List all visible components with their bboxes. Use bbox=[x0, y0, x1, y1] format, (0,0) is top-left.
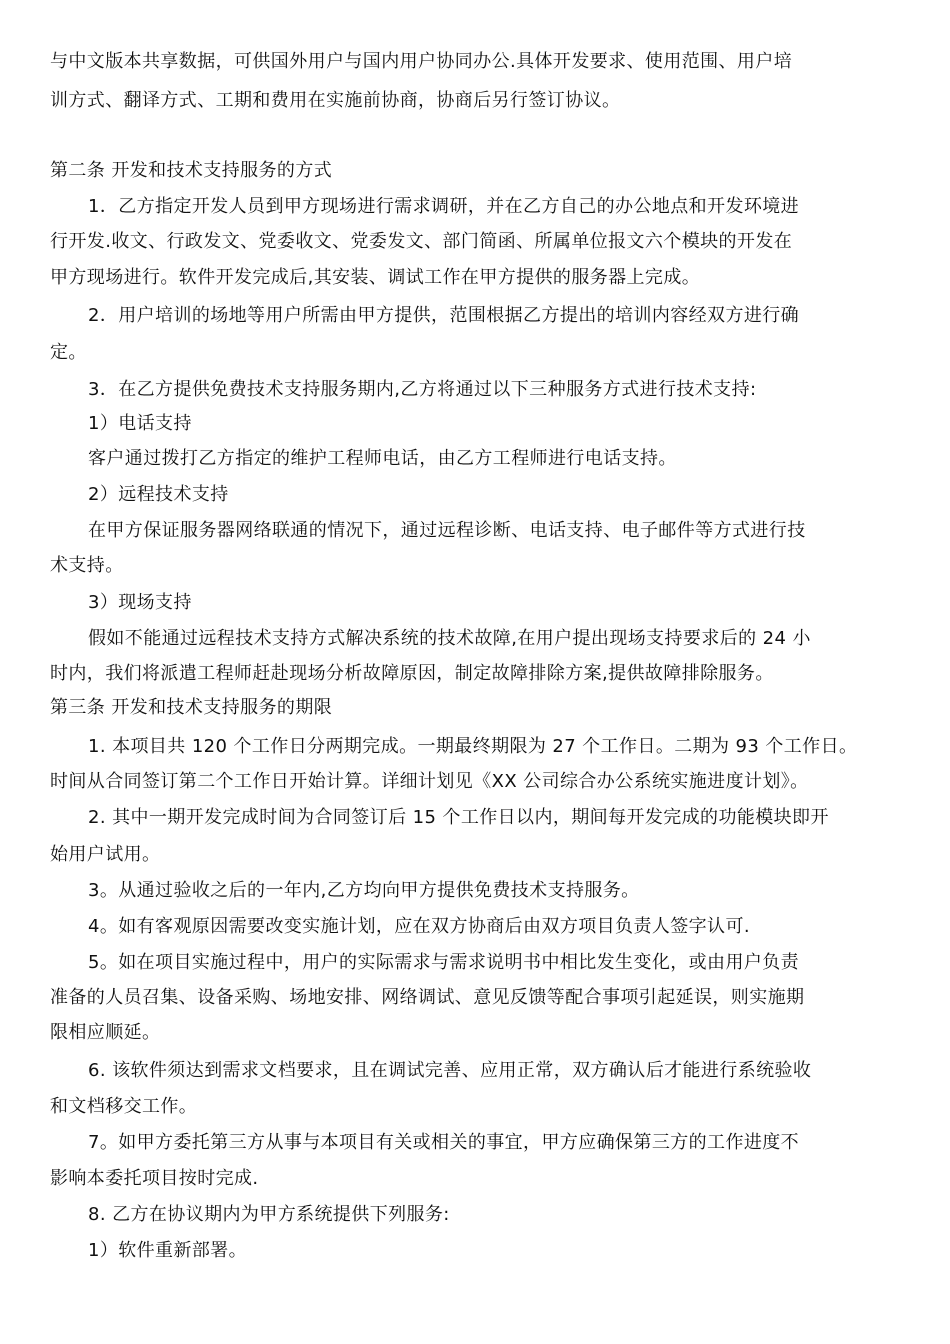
body-text-line: 定。 bbox=[50, 342, 87, 363]
body-text-line: 1. 本项目共 120 个工作日分两期完成。一期最终期限为 27 个工作日。二期为 93 个工作日。 bbox=[88, 736, 858, 757]
body-text-line: 术支持。 bbox=[50, 555, 124, 576]
body-text-line: 时内，我们将派遣工程师赶赴现场分析故障原因，制定故障排除方案,提供故障排除服务。 bbox=[50, 663, 774, 684]
body-text-line: 6. 该软件须达到需求文档要求，且在调试完善、应用正常，双方确认后才能进行系统验收 bbox=[88, 1060, 812, 1081]
body-text-line: 2．用户培训的场地等用户所需由甲方提供，范围根据乙方提出的培训内容经双方进行确 bbox=[88, 305, 800, 326]
body-text-line: 影响本委托项目按时完成. bbox=[50, 1168, 259, 1189]
body-text-line: 行开发.收文、行政发文、党委收文、党委发文、部门简函、所属单位报文六个模块的开发在 bbox=[50, 231, 793, 252]
body-text-line: 训方式、翻译方式、工期和费用在实施前协商，协商后另行签订协议。 bbox=[50, 90, 621, 111]
list-item-label: 1）软件重新部署。 bbox=[88, 1240, 248, 1261]
body-text-line: 假如不能通过远程技术支持方式解决系统的技术故障,在用户提出现场支持要求后的 24 小 bbox=[88, 628, 811, 649]
body-text-line: 客户通过拨打乙方指定的维护工程师电话，由乙方工程师进行电话支持。 bbox=[88, 448, 677, 469]
body-text-line: 时间从合同签订第二个工作日开始计算。详细计划见《XX 公司综合办公系统实施进度计划》。 bbox=[50, 771, 809, 792]
body-text-line: 1．乙方指定开发人员到甲方现场进行需求调研，并在乙方自己的办公地点和开发环境进 bbox=[88, 196, 800, 217]
body-text-line: 3。从通过验收之后的一年内,乙方均向甲方提供免费技术支持服务。 bbox=[88, 880, 640, 901]
section-heading: 第二条 开发和技术支持服务的方式 bbox=[50, 160, 333, 181]
body-text-line: 2. 其中一期开发完成时间为合同签订后 15 个工作日以内，期间每开发完成的功能模块即开 bbox=[88, 807, 829, 828]
body-text-line: 甲方现场进行。软件开发完成后,其安装、调试工作在甲方提供的服务器上完成。 bbox=[50, 267, 701, 288]
body-text-line: 4。如有客观原因需要改变实施计划，应在双方协商后由双方项目负责人签字认可. bbox=[88, 916, 750, 937]
body-text-line: 在甲方保证服务器网络联通的情况下，通过远程诊断、电话支持、电子邮件等方式进行技 bbox=[88, 520, 806, 541]
body-text-line: 准备的人员召集、设备采购、场地安排、网络调试、意见反馈等配合事项引起延误，则实施期 bbox=[50, 987, 805, 1008]
body-text-line: 8. 乙方在协议期内为甲方系统提供下列服务: bbox=[88, 1204, 450, 1225]
section-heading: 第三条 开发和技术支持服务的期限 bbox=[50, 697, 333, 718]
body-text-line: 和文档移交工作。 bbox=[50, 1096, 198, 1117]
body-text-line: 3．在乙方提供免费技术支持服务期内,乙方将通过以下三种服务方式进行技术支持: bbox=[88, 379, 757, 400]
body-text-line: 5。如在项目实施过程中，用户的实际需求与需求说明书中相比发生变化，或由用户负责 bbox=[88, 952, 800, 973]
body-text-line: 7。如甲方委托第三方从事与本项目有关或相关的事宜，甲方应确保第三方的工作进度不 bbox=[88, 1132, 800, 1153]
body-text-line: 限相应顺延。 bbox=[50, 1022, 161, 1043]
list-item-label: 2）远程技术支持 bbox=[88, 484, 229, 505]
list-item-label: 1）电话支持 bbox=[88, 413, 192, 434]
body-text-line: 始用户试用。 bbox=[50, 844, 161, 865]
list-item-label: 3）现场支持 bbox=[88, 592, 192, 613]
body-text-line: 与中文版本共享数据，可供国外用户与国内用户协同办公.具体开发要求、使用范围、用户培 bbox=[50, 51, 793, 72]
